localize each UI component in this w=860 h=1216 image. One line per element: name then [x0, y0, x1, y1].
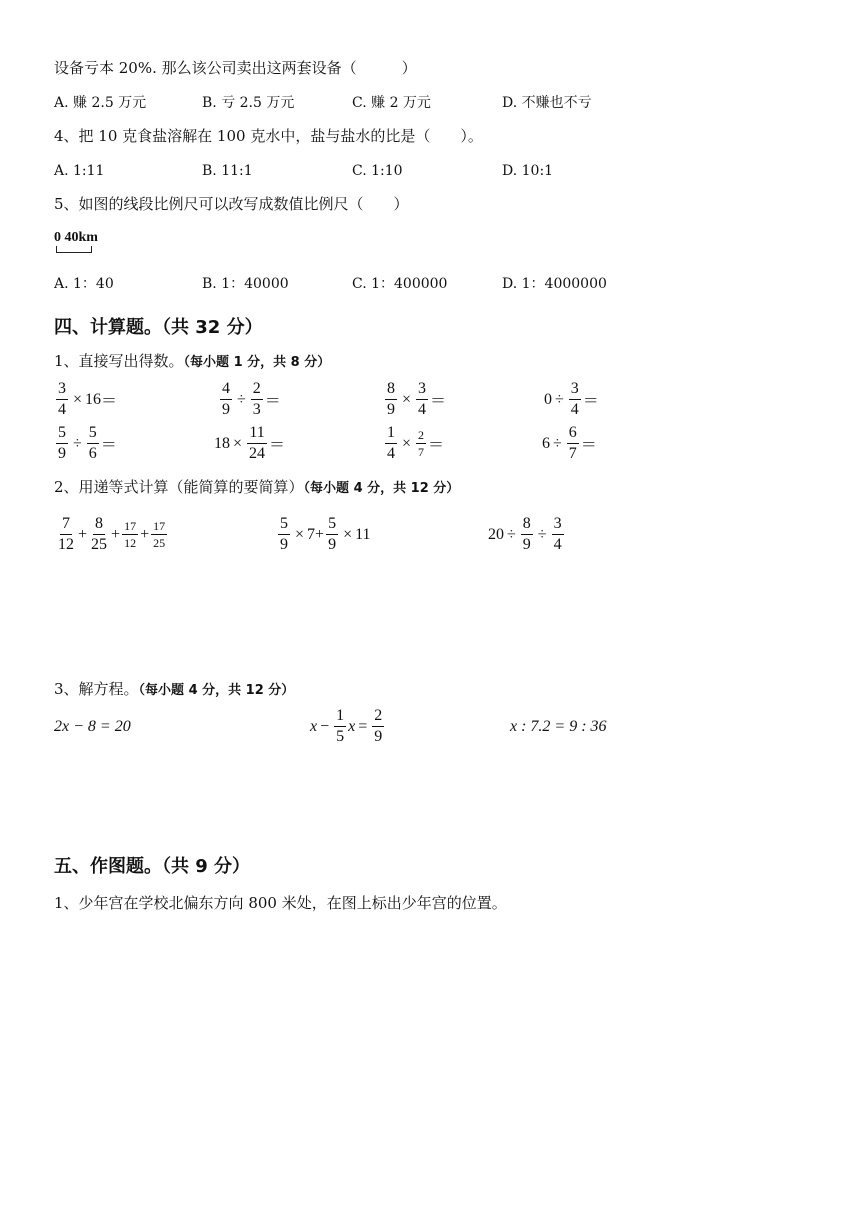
- q4-option-c: C. 1:10: [352, 163, 403, 179]
- q3-text: 设备亏本 20%. 那么该公司卖出这两套设备（ ）: [54, 59, 417, 77]
- q5-option-a: A. 1：40: [54, 276, 114, 292]
- scale-bar-label: 0 40km: [54, 230, 98, 245]
- part1-label: 1、直接写出得数。: [54, 352, 184, 370]
- equation-1: 2x − 8 = 20: [54, 718, 131, 735]
- calc-1: $\frac{3}{4}$ × 16 ＝: [58, 380, 118, 418]
- step-calc-1: $\frac{7}{12}$ + $\frac{8}{25}$ + $\frac{17}{12}$ + $\frac{17}{25}$: [58, 515, 166, 553]
- section4-title: 四、计算题。（共 32 分）: [54, 317, 263, 338]
- q3-option-d: D. 不赚也不亏: [502, 95, 592, 111]
- part2-note: （每小题 4 分，共 12 分）: [303, 481, 460, 496]
- q3-option-b: B. 亏 2.5 万元: [202, 95, 295, 111]
- calc-5: $\frac{5}{9}$ ÷ $\frac{5}{6}$ ＝: [58, 424, 117, 462]
- calc-4: 0 ÷ $\frac{3}{4}$ ＝: [544, 380, 599, 418]
- q4-text: 4、把 10 克食盐溶解在 100 克水中，盐与盐水的比是（ ）。: [54, 127, 483, 145]
- q4-option-a: A. 1:11: [54, 163, 105, 179]
- step-calc-2: $\frac{5}{9}$ × 7 + $\frac{5}{9}$ × 11: [280, 515, 371, 553]
- calc-7: $\frac{1}{4}$ × $\frac{2}{7}$ ＝: [387, 424, 445, 462]
- calc-8: 6 ÷ $\frac{6}{7}$ ＝: [542, 424, 597, 462]
- calc-6: 18 × $\frac{11}{24}$ ＝: [214, 424, 286, 462]
- q5-option-c: C. 1：400000: [352, 276, 448, 292]
- q5-text: 5、如图的线段比例尺可以改写成数值比例尺（ ）: [54, 195, 409, 213]
- q5-option-d: D. 1：4000000: [502, 276, 607, 292]
- section5-q1: 1、少年宫在学校北偏东方向 800 米处，在图上标出少年宫的位置。: [54, 894, 507, 912]
- part3-label: 3、解方程。: [54, 680, 139, 698]
- calc-3: $\frac{8}{9}$ × $\frac{3}{4}$ ＝: [387, 380, 447, 418]
- equation-2: x − $\frac{1}{5}$ x = $\frac{2}{9}$: [310, 707, 383, 745]
- section4-part1: [54, 351, 330, 373]
- q3-option-a: A. 赚 2.5 万元: [54, 95, 147, 111]
- section5-title: 五、作图题。（共 9 分）: [54, 856, 251, 877]
- equation-3: x : 7.2 = 9 : 36: [510, 718, 607, 735]
- part1-note: （每小题 1 分，共 8 分）: [183, 355, 331, 370]
- section4-part2: [54, 477, 459, 499]
- section4-part3: [54, 679, 294, 701]
- q5-option-b: B. 1：40000: [202, 276, 289, 292]
- q3-option-c: C. 赚 2 万元: [352, 95, 431, 111]
- step-calc-3: 20 ÷ $\frac{8}{9}$ ÷ $\frac{3}{4}$: [488, 515, 562, 553]
- q4-option-b: B. 11:1: [202, 163, 253, 179]
- scale-bar-line: [56, 246, 92, 253]
- q4-option-d: D. 10:1: [502, 163, 554, 179]
- calc-2: $\frac{4}{9}$ ÷ $\frac{2}{3}$ ＝: [222, 380, 281, 418]
- part2-label: 2、用递等式计算（能简算的要简算）: [54, 478, 304, 496]
- part3-note: （每小题 4 分，共 12 分）: [138, 683, 295, 698]
